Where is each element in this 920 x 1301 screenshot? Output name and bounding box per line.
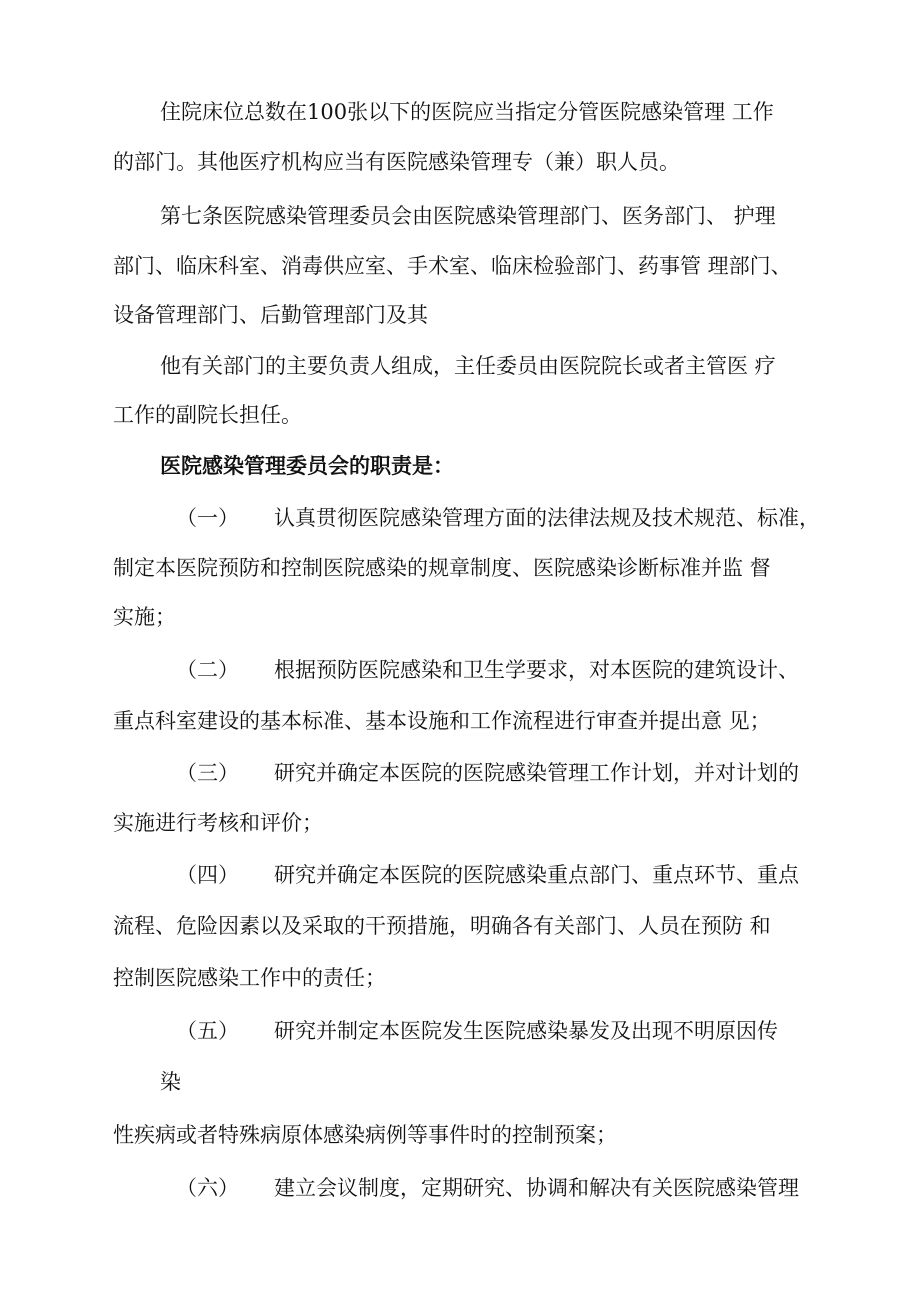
list-item-text: 研究并确定本医院的医院感染重点部门、重点环节、重点: [274, 863, 799, 887]
text-line: 设备管理部门、后勤管理部门及其: [113, 303, 428, 327]
enum-label: （四）: [176, 863, 239, 887]
text-line: 控制医院感染工作中的责任；: [113, 966, 386, 990]
text-line: 工作的副院长担任。: [113, 403, 302, 427]
text-line: 流程、危险因素以及采取的干预措施，明确各有关部门、人员在预防 和: [113, 914, 771, 938]
text-line: 他有关部门的主要负责人组成，主任委员由医院院长或者主管医 疗: [160, 354, 776, 378]
list-item: [176, 655, 799, 685]
list-item: [176, 758, 799, 788]
text-line: 重点科室建设的基本标准、基本设施和工作流程进行审查并提出意 见；: [113, 709, 771, 733]
text-line: 部门、临床科室、消毒供应室、手术室、临床检验部门、药事管 理部门、: [113, 254, 792, 278]
enum-label: （三）: [176, 761, 239, 785]
text-line: 第七条医院感染管理委员会由医院感染管理部门、医务部门、 护理: [160, 204, 776, 228]
enum-label: （六）: [176, 1176, 239, 1200]
section-heading: 医院感染管理委员会的职责是：: [160, 453, 454, 478]
list-item-text: 研究并确定本医院的医院感染管理工作计划，并对计划的: [274, 761, 799, 785]
text-line: 的部门。其他医疗机构应当有医院感染管理专（兼）职人员。: [113, 150, 680, 174]
text-line: 实施；: [113, 605, 176, 629]
list-item-text: 研究并制定本医院发生医院感染暴发及出现不明原因传: [274, 1019, 778, 1043]
list-item-text: 建立会议制度，定期研究、协调和解决有关医院感染管理: [274, 1176, 799, 1200]
list-item-text: 根据预防医院感染和卫生学要求，对本医院的建筑设计、: [274, 658, 799, 682]
text-line: 实施进行考核和评价；: [113, 811, 323, 835]
list-item: [176, 1016, 778, 1046]
list-item: [176, 860, 799, 890]
enum-label: （一）: [176, 506, 239, 530]
text-line: 住院床位总数在100张以下的医院应当指定分管医院感染管理 工作: [160, 100, 774, 124]
text-line: 制定本医院预防和控制医院感染的规章制度、医院感染诊断标准并监 督: [113, 556, 771, 580]
enum-label: （五）: [176, 1019, 239, 1043]
text-line: 性疾病或者特殊病原体感染病例等事件时的控制预案；: [113, 1123, 617, 1147]
list-item: [176, 1173, 799, 1203]
list-item: [176, 503, 820, 533]
list-item-text: 认真贯彻医院感染管理方面的法律法规及技术规范、标准，: [274, 506, 820, 530]
text-line: 染: [160, 1070, 181, 1094]
enum-label: （二）: [176, 658, 239, 682]
